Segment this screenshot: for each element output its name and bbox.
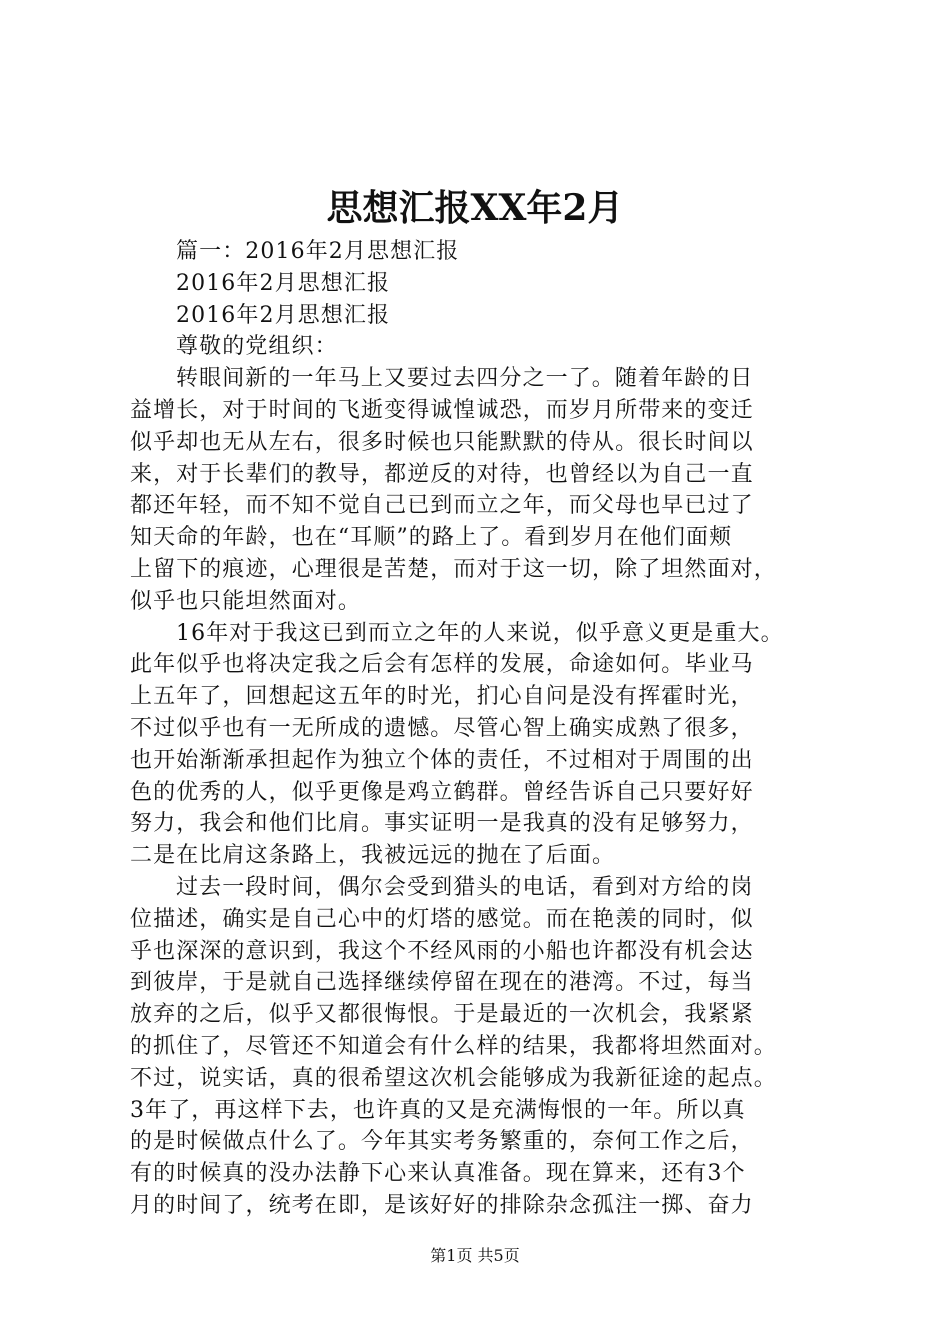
text-line: 的抓住了，尽管还不知道会有什么样的结果，我都将坦然面对。 <box>130 1033 777 1059</box>
document-body <box>130 236 830 1222</box>
text-line: 过去一段时间，偶尔会受到猎头的电话，看到对方给的岗 <box>176 874 754 900</box>
text-line: 乎也深深的意识到，我这个不经风雨的小船也许都没有机会达 <box>130 938 754 964</box>
text-line: 转眼间新的一年马上又要过去四分之一了。随着年龄的日 <box>176 366 754 392</box>
text-line: 尊敬的党组织： <box>176 334 338 360</box>
text-line: 到彼岸，于是就自己选择继续停留在现在的港湾。不过，每当 <box>130 970 754 996</box>
page-title: 思想汇报XX年2月 <box>326 187 624 229</box>
text-line: 上五年了，回想起这五年的时光，扪心自问是没有挥霍时光， <box>130 684 754 710</box>
text-line: 月的时间了，统考在即，是该好好的排除杂念孤注一掷、奋力 <box>130 1192 754 1218</box>
text-line: 来，对于长辈们的教导，都逆反的对待，也曾经以为自己一直 <box>130 461 754 487</box>
text-line: 二是在比肩这条路上，我被远远的抛在了后面。 <box>130 843 616 869</box>
text-line: 3年了，再这样下去，也许真的又是充满悔恨的一年。所以真 <box>130 1097 746 1123</box>
text-line: 益增长，对于时间的飞逝变得诚惶诚恐，而岁月所带来的变迁 <box>130 397 754 423</box>
text-line: 有的时候真的没办法静下心来认真准备。现在算来，还有3个 <box>130 1161 746 1187</box>
text-line: 努力，我会和他们比肩。事实证明一是我真的没有足够努力， <box>130 811 754 837</box>
text-line: 也开始渐渐承担起作为独立个体的责任，不过相对于周围的出 <box>130 747 754 773</box>
text-line: 似乎却也无从左右，很多时候也只能默默的侍从。很长时间以 <box>130 429 754 455</box>
text-line: 位描述，确实是自己心中的灯塔的感觉。而在艳羡的同时，似 <box>130 906 754 932</box>
text-line: 不过，说实话，真的很希望这次机会能够成为我新征途的起点。 <box>130 1065 777 1091</box>
page-footer: 第1页 共5页 <box>430 1246 520 1265</box>
text-line: 上留下的痕迹，心理很是苦楚，而对于这一切，除了坦然面对， <box>130 556 777 582</box>
text-line: 2016年2月思想汇报 <box>176 270 391 296</box>
text-line: 不过似乎也有一无所成的遗憾。尽管心智上确实成熟了很多， <box>130 715 754 741</box>
text-line: 知天命的年龄，也在“耳顺”的路上了。看到岁月在他们面颊 <box>130 525 733 551</box>
text-line: 篇一：2016年2月思想汇报 <box>176 239 460 264</box>
text-line: 都还年轻，而不知不觉自己已到而立之年，而父母也早已过了 <box>130 493 754 519</box>
text-line: 此年似乎也将决定我之后会有怎样的发展，命途如何。毕业马 <box>130 652 754 678</box>
text-line: 放弃的之后，似乎又都很悔恨。于是最近的一次机会，我紧紧 <box>130 1002 754 1028</box>
text-line: 16年对于我这已到而立之年的人来说，似乎意义更是重大。 <box>176 620 784 646</box>
text-line: 色的优秀的人，似乎更像是鸡立鹤群。曾经告诉自己只要好好 <box>130 779 754 805</box>
text-line: 2016年2月思想汇报 <box>176 302 391 328</box>
text-line: 似乎也只能坦然面对。 <box>130 588 362 614</box>
text-line: 的是时候做点什么了。今年其实考务繁重的，奈何工作之后， <box>130 1129 754 1155</box>
